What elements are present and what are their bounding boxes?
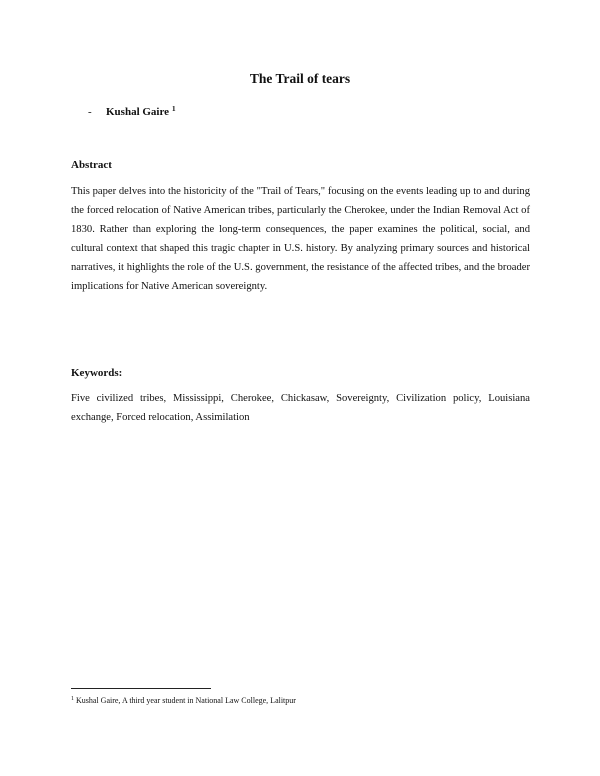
keywords-text: Five civilized tribes, Mississippi, Cherokee, Chickasaw, Sovereignty, Civilization policy, Louisiana exchange, Forced relocation, Assimilation: [71, 393, 530, 423]
abstract-text: This paper delves into the historicity of the "Trail of Tears," focusing on the events leading up to and during the forced relocation of Native American tribes, particularly the Cherokee, under the Indian Removal Act of 1830. Rather than exploring the long-term consequences, the paper examines the political, social, and cultural context that shaped this tragic chapter in U.S. history. By analyzing primary sources and historical narratives, it highlights the role of the U.S. government, the resistance of the affected tribes, and the broader implications for Native American sovereignty.: [71, 186, 530, 292]
abstract-heading: Abstract: [71, 159, 112, 171]
author-name: Kushal Gaire: [106, 106, 170, 118]
footnote: [71, 694, 296, 706]
footnote-divider: [71, 688, 211, 689]
author-footnote-marker: 1: [171, 104, 176, 113]
paper-title: The Trail of tears: [249, 71, 351, 86]
keywords-heading: Keywords:: [71, 367, 123, 379]
footnote-text: Kushal Gaire, A third year student in National Law College, Lalitpur: [76, 696, 296, 705]
author-line: [88, 102, 176, 119]
footnote-marker: 1: [71, 696, 74, 702]
author-dash: -: [88, 106, 92, 118]
